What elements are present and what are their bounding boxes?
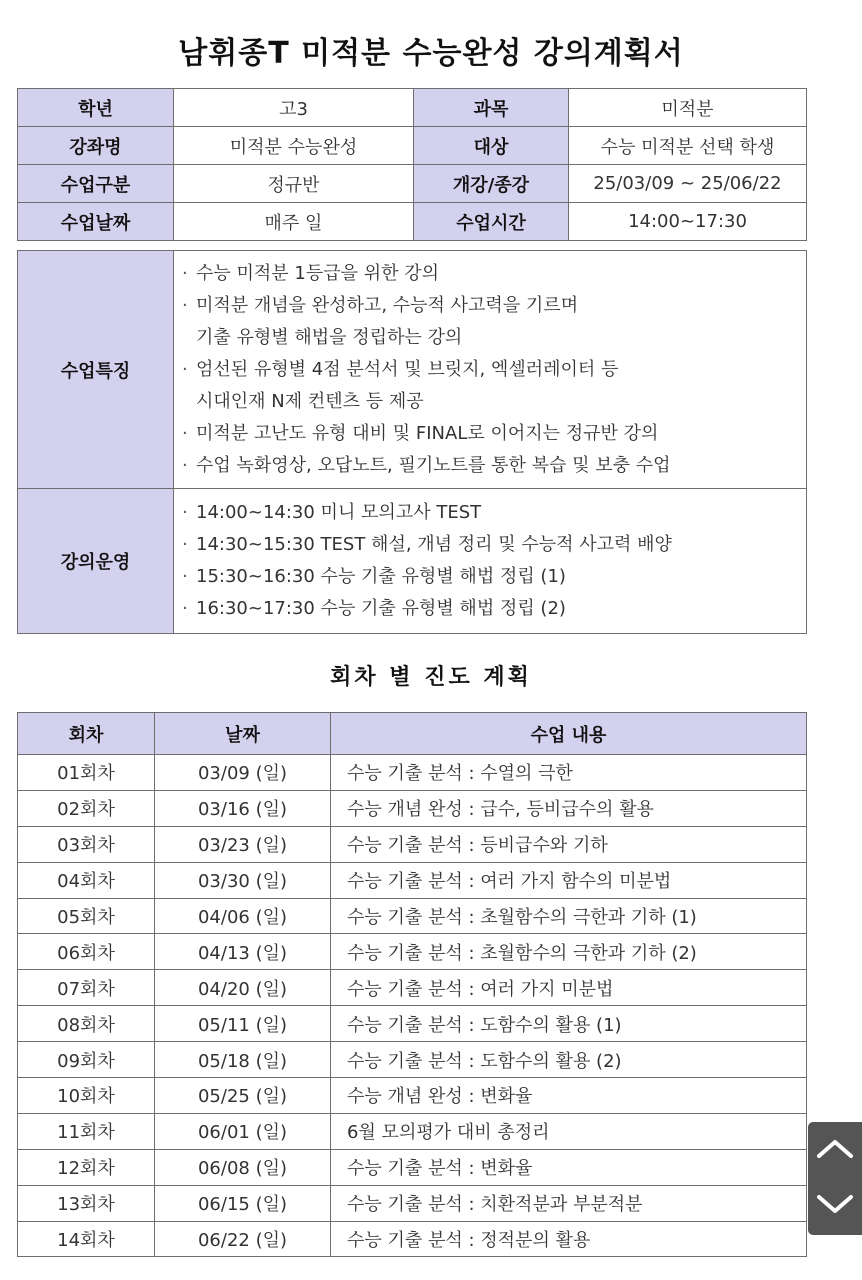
operation-item: · 14:00~14:30 미니 모의고사 TEST (182, 502, 482, 523)
info-label: 학년 (18, 89, 174, 127)
features-row (18, 251, 807, 489)
schedule-row (18, 970, 807, 1006)
feature-item: · 엄선된 유형별 4점 분석서 및 브릿지, 엑셀러레이터 등 (182, 358, 619, 380)
date-cell: 04/13 (일) (155, 934, 331, 970)
date-cell: 06/22 (일) (155, 1221, 331, 1257)
info-label: 강좌명 (18, 127, 174, 165)
date-cell: 03/16 (일) (155, 790, 331, 826)
chevron-down-icon (815, 1193, 855, 1221)
course-features-table (17, 250, 807, 634)
content-cell: 수능 기출 분석 : 도함수의 활용 (1) (331, 1006, 807, 1042)
scroll-up-button[interactable] (808, 1122, 862, 1178)
info-row-class-day (18, 203, 807, 241)
info-label: 수업구분 (18, 165, 174, 203)
date-cell: 05/18 (일) (155, 1042, 331, 1078)
document-title: 남휘종T 미적분 수능완성 강의계획서 (178, 36, 684, 71)
info-value: 고3 (174, 89, 414, 127)
info-value: 수능 미적분 선택 학생 (569, 127, 807, 165)
schedule-row (18, 755, 807, 791)
content-cell: 수능 기출 분석 : 등비급수와 기하 (331, 826, 807, 862)
feature-item: · 미적분 개념을 완성하고, 수능적 사고력을 기르며 (182, 294, 579, 316)
session-cell: 10회차 (18, 1078, 155, 1114)
session-cell: 03회차 (18, 826, 155, 862)
info-value: 25/03/09 ~ 25/06/22 (569, 165, 807, 203)
feature-item-continued: 시대인재 N제 컨텐츠 등 제공 (196, 390, 424, 412)
schedule-row (18, 934, 807, 970)
features-content (174, 251, 807, 489)
content-cell: 수능 기출 분석 : 여러 가지 함수의 미분법 (331, 862, 807, 898)
content-cell: 수능 기출 분석 : 정적분의 활용 (331, 1221, 807, 1257)
content-cell: 수능 개념 완성 : 급수, 등비급수의 활용 (331, 790, 807, 826)
info-label: 개강/종강 (414, 165, 569, 203)
session-cell: 11회차 (18, 1113, 155, 1149)
schedule-row (18, 826, 807, 862)
operations-label: 강의운영 (18, 489, 174, 634)
schedule-table (17, 712, 807, 1257)
info-value: 매주 일 (174, 203, 414, 241)
feature-item: · 수능 미적분 1등급을 위한 강의 (182, 262, 439, 284)
schedule-row (18, 1185, 807, 1221)
session-cell: 14회차 (18, 1221, 155, 1257)
column-header-session: 회차 (18, 713, 155, 755)
operation-item: · 14:30~15:30 TEST 해설, 개념 정리 및 수능적 사고력 배양 (182, 534, 672, 555)
column-header-date: 날짜 (155, 713, 331, 755)
schedule-row (18, 898, 807, 934)
date-cell: 06/15 (일) (155, 1185, 331, 1221)
schedule-row (18, 1078, 807, 1114)
date-cell: 06/01 (일) (155, 1113, 331, 1149)
info-value: 정규반 (174, 165, 414, 203)
info-value: 14:00~17:30 (569, 203, 807, 241)
session-cell: 13회차 (18, 1185, 155, 1221)
feature-item: · 미적분 고난도 유형 대비 및 FINAL로 이어지는 정규반 강의 (182, 422, 659, 444)
info-value: 미적분 수능완성 (174, 127, 414, 165)
info-label: 과목 (414, 89, 569, 127)
operations-content (174, 489, 807, 634)
content-cell: 수능 기출 분석 : 수열의 극한 (331, 755, 807, 791)
session-cell: 01회차 (18, 755, 155, 791)
features-label: 수업특징 (18, 251, 174, 489)
session-cell: 06회차 (18, 934, 155, 970)
content-cell: 6월 모의평가 대비 총정리 (331, 1113, 807, 1149)
info-label: 대상 (414, 127, 569, 165)
date-cell: 03/23 (일) (155, 826, 331, 862)
session-cell: 04회차 (18, 862, 155, 898)
schedule-row (18, 1149, 807, 1185)
feature-item: · 수업 녹화영상, 오답노트, 필기노트를 통한 복습 및 보충 수업 (182, 454, 671, 476)
content-cell: 수능 기출 분석 : 도함수의 활용 (2) (331, 1042, 807, 1078)
info-row-grade (18, 89, 807, 127)
schedule-row (18, 1221, 807, 1257)
info-label: 수업날짜 (18, 203, 174, 241)
content-cell: 수능 기출 분석 : 초월함수의 극한과 기하 (2) (331, 934, 807, 970)
session-cell: 07회차 (18, 970, 155, 1006)
content-cell: 수능 기출 분석 : 초월함수의 극한과 기하 (1) (331, 898, 807, 934)
schedule-row (18, 862, 807, 898)
date-cell: 05/25 (일) (155, 1078, 331, 1114)
date-cell: 06/08 (일) (155, 1149, 331, 1185)
operations-row (18, 489, 807, 634)
info-row-course-name (18, 127, 807, 165)
feature-item-continued: 기출 유형별 해법을 정립하는 강의 (196, 326, 463, 348)
column-header-content: 수업 내용 (331, 713, 807, 755)
content-cell: 수능 개념 완성 : 변화율 (331, 1078, 807, 1114)
operation-item: · 15:30~16:30 수능 기출 유형별 해법 정립 (1) (182, 566, 566, 587)
date-cell: 04/20 (일) (155, 970, 331, 1006)
schedule-row (18, 1042, 807, 1078)
schedule-row (18, 1006, 807, 1042)
session-cell: 02회차 (18, 790, 155, 826)
chevron-up-icon (815, 1136, 855, 1164)
session-cell: 09회차 (18, 1042, 155, 1078)
date-cell: 03/30 (일) (155, 862, 331, 898)
date-cell: 03/09 (일) (155, 755, 331, 791)
info-label: 수업시간 (414, 203, 569, 241)
session-cell: 08회차 (18, 1006, 155, 1042)
date-cell: 04/06 (일) (155, 898, 331, 934)
schedule-row (18, 790, 807, 826)
content-cell: 수능 기출 분석 : 치환적분과 부분적분 (331, 1185, 807, 1221)
content-cell: 수능 기출 분석 : 여러 가지 미분법 (331, 970, 807, 1006)
schedule-title: 회차 별 진도 계획 (330, 665, 532, 690)
scroll-down-button[interactable] (808, 1179, 862, 1235)
info-value: 미적분 (569, 89, 807, 127)
session-cell: 12회차 (18, 1149, 155, 1185)
date-cell: 05/11 (일) (155, 1006, 331, 1042)
course-info-table (17, 88, 807, 241)
info-row-class-type (18, 165, 807, 203)
operation-item: · 16:30~17:30 수능 기출 유형별 해법 정립 (2) (182, 598, 566, 619)
scroll-widget (808, 1122, 862, 1235)
schedule-row (18, 1113, 807, 1149)
schedule-header-row (18, 713, 807, 755)
session-cell: 05회차 (18, 898, 155, 934)
schedule-body (18, 755, 807, 1257)
content-cell: 수능 기출 분석 : 변화율 (331, 1149, 807, 1185)
